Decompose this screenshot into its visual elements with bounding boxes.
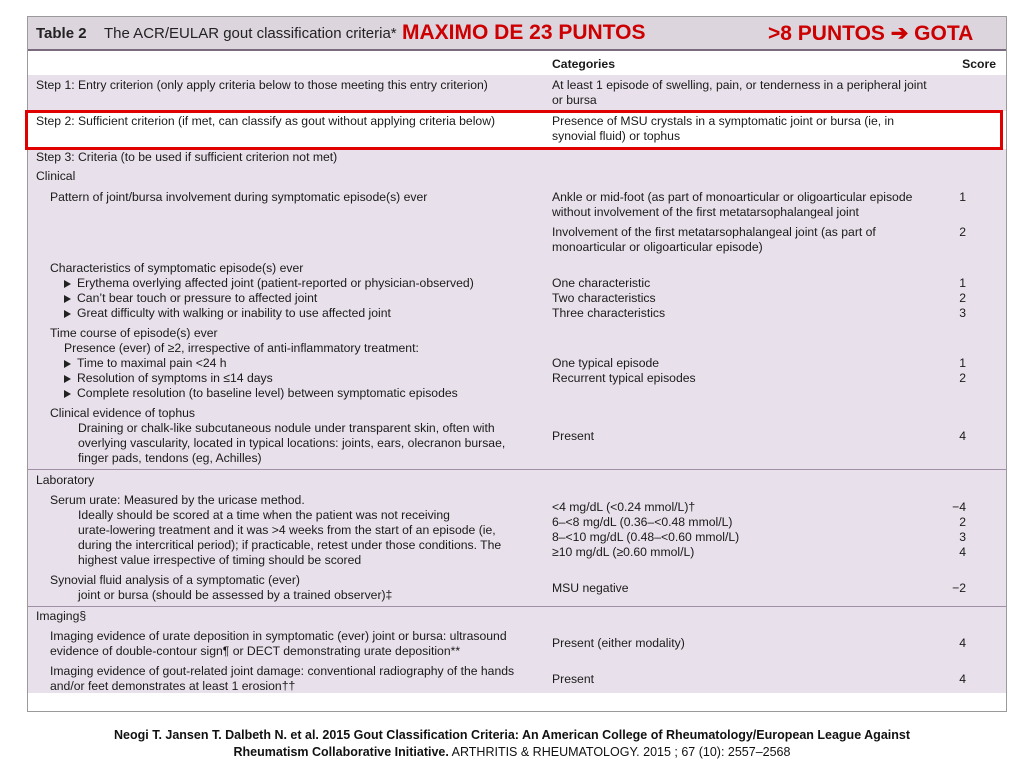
imaging-damage-category: Present <box>552 672 595 686</box>
urate-cat-4: ≥10 mg/dL (≥0.60 mmol/L) <box>552 545 695 559</box>
characteristic-bullet-1: Erythema overlying affected joint (patient-reported or physician-observed) <box>64 276 474 291</box>
urate-cat-3: 8–<10 mg/dL (0.48–<0.60 mmol/L) <box>552 530 740 544</box>
imaging-deposition-line-2: evidence of double-contour sign¶ or DECT demonstrating urate deposition** <box>50 644 461 658</box>
imaging-deposition-category: Present (either modality) <box>552 636 685 650</box>
urate-score-1: −4 <box>952 500 966 514</box>
tophus-category: Present <box>552 429 595 443</box>
urate-line-5: highest value irrespective of timing should be scored <box>78 553 362 567</box>
bullet-arrow-icon <box>64 390 71 398</box>
imaging-deposition-score: 4 <box>959 636 966 650</box>
characteristics-label: Characteristics of symptomatic episode(s) ever <box>50 261 304 275</box>
citation-title-end: Rheumatism Collaborative Initiative. <box>233 745 449 759</box>
urate-line-1: Serum urate: Measured by the uricase method. <box>50 493 305 507</box>
bullet-arrow-icon <box>64 310 71 318</box>
tophus-line-3: finger pads, tendons (eg, Achilles) <box>78 451 262 465</box>
pattern-option1-line2: without involvement of the first metatarsophalangeal joint <box>552 205 859 219</box>
characteristic-bullet-2: Can’t bear touch or pressure to affected joint <box>64 291 317 306</box>
imaging-damage-line-2: and/or feet demonstrates at least 1 erosion†† <box>50 679 296 693</box>
urate-cat-1: <4 mg/dL (<0.24 mmol/L)† <box>552 500 696 514</box>
step2-category-line2: synovial fluid) or tophus <box>552 129 681 143</box>
timecourse-sub: Presence (ever) of ≥2, irrespective of anti-inflammatory treatment: <box>64 341 419 355</box>
threshold-note: >8 PUNTOS ➔ GOTA <box>768 22 974 45</box>
clinical-section <box>28 165 1006 469</box>
step1-category-line2: or bursa <box>552 93 597 107</box>
pattern-option1-line1: Ankle or mid-foot (as part of monoarticular or oligoarticular episode <box>552 190 913 204</box>
citation <box>0 727 1024 761</box>
tophus-score: 4 <box>959 429 966 443</box>
urate-score-3: 3 <box>959 530 966 544</box>
table-title-bar <box>28 17 1006 51</box>
step2-category-line1: Presence of MSU crystals in a symptomatic joint or bursa (ie, in <box>552 114 895 128</box>
score-header: Score <box>962 57 996 71</box>
bullet-arrow-icon <box>64 280 71 288</box>
urate-line-3: urate-lowering treatment and it was >4 weeks from the start of an episode (ie, <box>78 523 496 537</box>
urate-score-4: 4 <box>959 545 966 559</box>
step2-label: Step 2: Sufficient criterion (if met, can classify as gout without applying criteria below) <box>36 114 496 128</box>
step3-row <box>28 149 1006 165</box>
step2-highlight-box <box>25 110 1003 150</box>
timecourse-bullet-2: Resolution of symptoms in ≤14 days <box>64 371 273 386</box>
characteristic-cat-2: Two characteristics <box>552 291 656 305</box>
bullet-arrow-icon <box>64 295 71 303</box>
citation-journal: ARTHRITIS & RHEUMATOLOGY. 2015 ; 67 (10): 2557–2568 <box>448 745 791 759</box>
pattern-score1: 1 <box>959 190 966 204</box>
characteristic-score-1: 1 <box>959 276 966 290</box>
timecourse-cat-2: Recurrent typical episodes <box>552 371 696 385</box>
tophus-line-1: Draining or chalk-like subcutaneous nodule under transparent skin, often with <box>78 421 495 435</box>
clinical-heading: Clinical <box>36 169 76 183</box>
categories-header: Categories <box>552 57 615 71</box>
urate-line-2: Ideally should be scored at a time when the patient was not receiving <box>78 508 450 522</box>
synovial-line-2: joint or bursa (should be assessed by a trained observer)‡ <box>78 588 393 602</box>
synovial-score: −2 <box>952 581 966 595</box>
timecourse-bullet-1: Time to maximal pain <24 h <box>64 356 227 371</box>
characteristic-cat-1: One characteristic <box>552 276 651 290</box>
tophus-line-2: overlying vascularity, located in typical locations: joints, ears, olecranon bursae, <box>78 436 506 450</box>
tophus-label: Clinical evidence of tophus <box>50 406 195 420</box>
step1-label: Step 1: Entry criterion (only apply criteria below to those meeting this entry criterion) <box>36 78 488 92</box>
imaging-damage-line-1: Imaging evidence of gout-related joint damage: conventional radiography of the hands <box>50 664 515 678</box>
table-title: The ACR/EULAR gout classification criteria* <box>104 25 397 42</box>
timecourse-bullet-3: Complete resolution (to baseline level) between symptomatic episodes <box>64 386 458 401</box>
synovial-category: MSU negative <box>552 581 629 595</box>
laboratory-heading: Laboratory <box>36 473 95 487</box>
urate-score-2: 2 <box>959 515 966 529</box>
step1-row <box>28 75 1006 111</box>
max-points-note: MAXIMO DE 23 PUNTOS <box>402 21 646 44</box>
imaging-heading: Imaging§ <box>36 609 87 623</box>
pattern-option2-line1: Involvement of the first metatarsophalangeal joint (as part of <box>552 225 876 239</box>
characteristic-score-2: 2 <box>959 291 966 305</box>
timecourse-score-1: 1 <box>959 356 966 370</box>
timecourse-score-2: 2 <box>959 371 966 385</box>
pattern-score2: 2 <box>959 225 966 239</box>
urate-cat-2: 6–<8 mg/dL (0.36–<0.48 mmol/L) <box>552 515 733 529</box>
step3-label: Step 3: Criteria (to be used if sufficient criterion not met) <box>36 150 338 164</box>
pattern-option2-line2: monoarticular or oligoarticular episode) <box>552 240 763 254</box>
citation-authors-title: Neogi T. Jansen T. Dalbeth N. et al. 2015 Gout Classification Criteria: An American College of Rheumatology/European League Against <box>114 728 910 742</box>
bullet-arrow-icon <box>64 360 71 368</box>
characteristic-score-3: 3 <box>959 306 966 320</box>
imaging-damage-score: 4 <box>959 672 966 686</box>
synovial-line-1: Synovial fluid analysis of a symptomatic (ever) <box>50 573 300 587</box>
table-number: Table 2 <box>36 25 87 42</box>
imaging-section <box>28 607 1006 693</box>
timecourse-cat-1: One typical episode <box>552 356 660 370</box>
bullet-arrow-icon <box>64 375 71 383</box>
imaging-deposition-line-1: Imaging evidence of urate deposition in symptomatic (ever) joint or bursa: ultrasound <box>50 629 507 643</box>
characteristic-bullet-3: Great difficulty with walking or inability to use affected joint <box>64 306 391 321</box>
laboratory-section <box>28 470 1006 606</box>
urate-line-4: during the intercritical period); if practicable, retest under those conditions. The <box>78 538 502 552</box>
timecourse-label: Time course of episode(s) ever <box>50 326 218 340</box>
characteristic-cat-3: Three characteristics <box>552 306 666 320</box>
pattern-label: Pattern of joint/bursa involvement during symptomatic episode(s) ever <box>50 190 428 204</box>
step1-category-line1: At least 1 episode of swelling, pain, or tenderness in a peripheral joint <box>552 78 927 92</box>
